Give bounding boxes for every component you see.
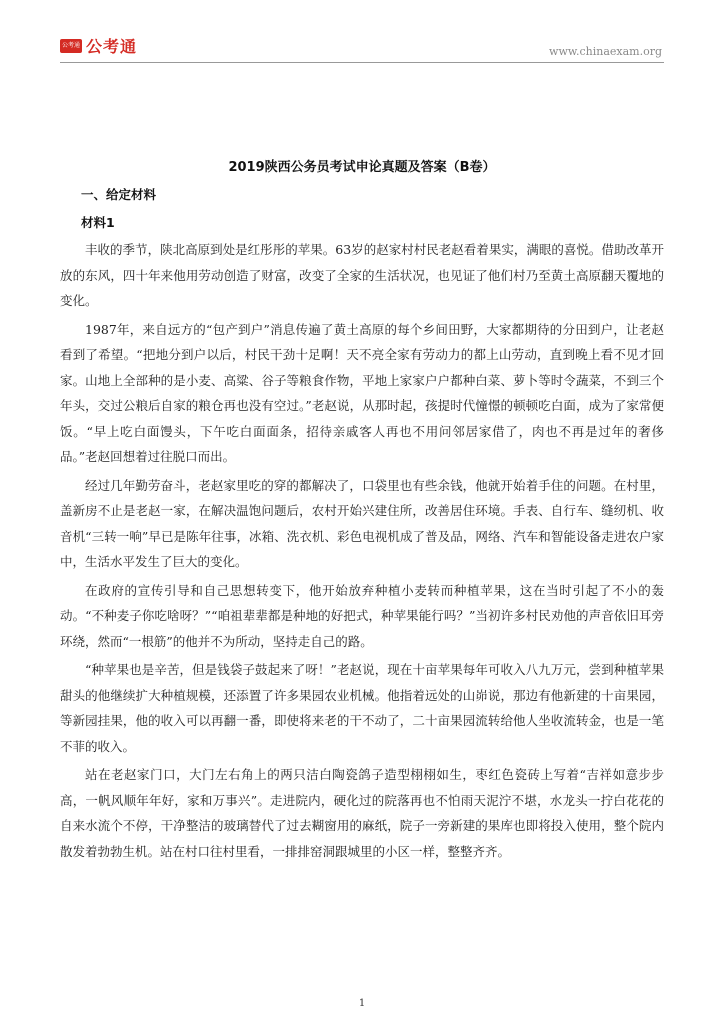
paragraph: 站在老赵家门口，大门左右角上的两只洁白陶瓷鸽子造型栩栩如生，枣红色瓷砖上写着“吉祥如意步步高，一帆风顺年年好，家和万事兴”。走进院内，硬化过的院落再也不怕雨天泥泞不堪，水龙头一拧白花花的自来水流个不停，干净整洁的玻璃替代了过去糊窗用的麻纸，院子一旁新建的果库也即将投入使用，整个院内散发着勃勃生机。站在村口往村里看，一排排窑洞跟城里的小区一样，整整齐齐。 bbox=[60, 767, 664, 859]
logo bbox=[60, 34, 137, 57]
logo-badge-icon: 公考通 bbox=[60, 39, 82, 53]
site-url[interactable]: www.chinaexam.org bbox=[549, 45, 662, 58]
page-number: 1 bbox=[358, 998, 366, 1009]
paragraph: 在政府的宣传引导和自己思想转变下，他开始放弃种植小麦转而种植苹果，这在当时引起了不小的轰动。“不种麦子你吃啥呀？”“咱祖辈辈都是种地的好把式，种苹果能行吗？”当初许多村民劝他的声音依旧耳旁环绕，然而“一根筋”的他并不为所动，坚持走自己的路。 bbox=[60, 582, 664, 649]
section-heading: 一、给定材料 bbox=[81, 187, 157, 202]
page-header bbox=[0, 0, 724, 64]
logo-text: 公考通 bbox=[86, 37, 138, 56]
header-divider bbox=[60, 62, 664, 63]
document-body bbox=[60, 237, 664, 867]
paragraph: “种苹果也是辛苦，但是钱袋子鼓起来了呀！”老赵说，现在十亩苹果每年可收入八九万元，尝到种植苹果甜头的他继续扩大种植规模，还添置了许多果园农业机械。他指着远处的山峁说，那边有他新建的十亩果园，等新园挂果，他的收入可以再翻一番，即使将来老的干不动了，二十亩果园流转给他人坐收流转金，也是一笔不菲的收入。 bbox=[60, 662, 664, 754]
material-label: 材料1 bbox=[81, 215, 115, 230]
paragraph: 丰收的季节，陕北高原到处是红彤彤的苹果。63岁的赵家村村民老赵看着果实，满眼的喜悦。借助改革开放的东风，四十年来他用劳动创造了财富，改变了全家的生活状况，也见证了他们村乃至黄土高原翻天覆地的变化。 bbox=[60, 242, 664, 308]
paragraph: 经过几年勤劳奋斗，老赵家里吃的穿的都解决了，口袋里也有些余钱，他就开始着手住的问题。在村里，盖新房不止是老赵一家，在解决温饱问题后，农村开始兴建住所，改善居住环境。手表、自行车、缝纫机、收音机“三转一响”早已是陈年往事，冰箱、洗衣机、彩色电视机成了普及品，网络、汽车和智能设备走进农户家中，生活水平发生了巨大的变化。 bbox=[60, 477, 664, 569]
document-title: 2019陕西公务员考试申论真题及答案（B卷） bbox=[228, 160, 496, 175]
paragraph: 1987年，来自远方的“包产到户”消息传遍了黄土高原的每个乡间田野，大家都期待的分田到户，让老赵看到了希望。“把地分到户以后，村民干劲十足啊！天不亮全家有劳动力的都上山劳动，直到晚上看不见才回家。山地上全部种的是小麦、高粱、谷子等粮食作物，平地上家家户户都种白菜、萝卜等时令蔬菜，不到三个年头，交过公粮后自家的粮仓再也没有空过。”老赵说，从那时起，孩提时代憧憬的顿顿吃白面，成为了家常便饭。“早上吃白面馒头，下午吃白面面条，招待亲戚客人再也不用问邻居家借了，肉也不再是过年的奢侈品。”老赵回想着过往脱口而出。 bbox=[60, 321, 664, 464]
